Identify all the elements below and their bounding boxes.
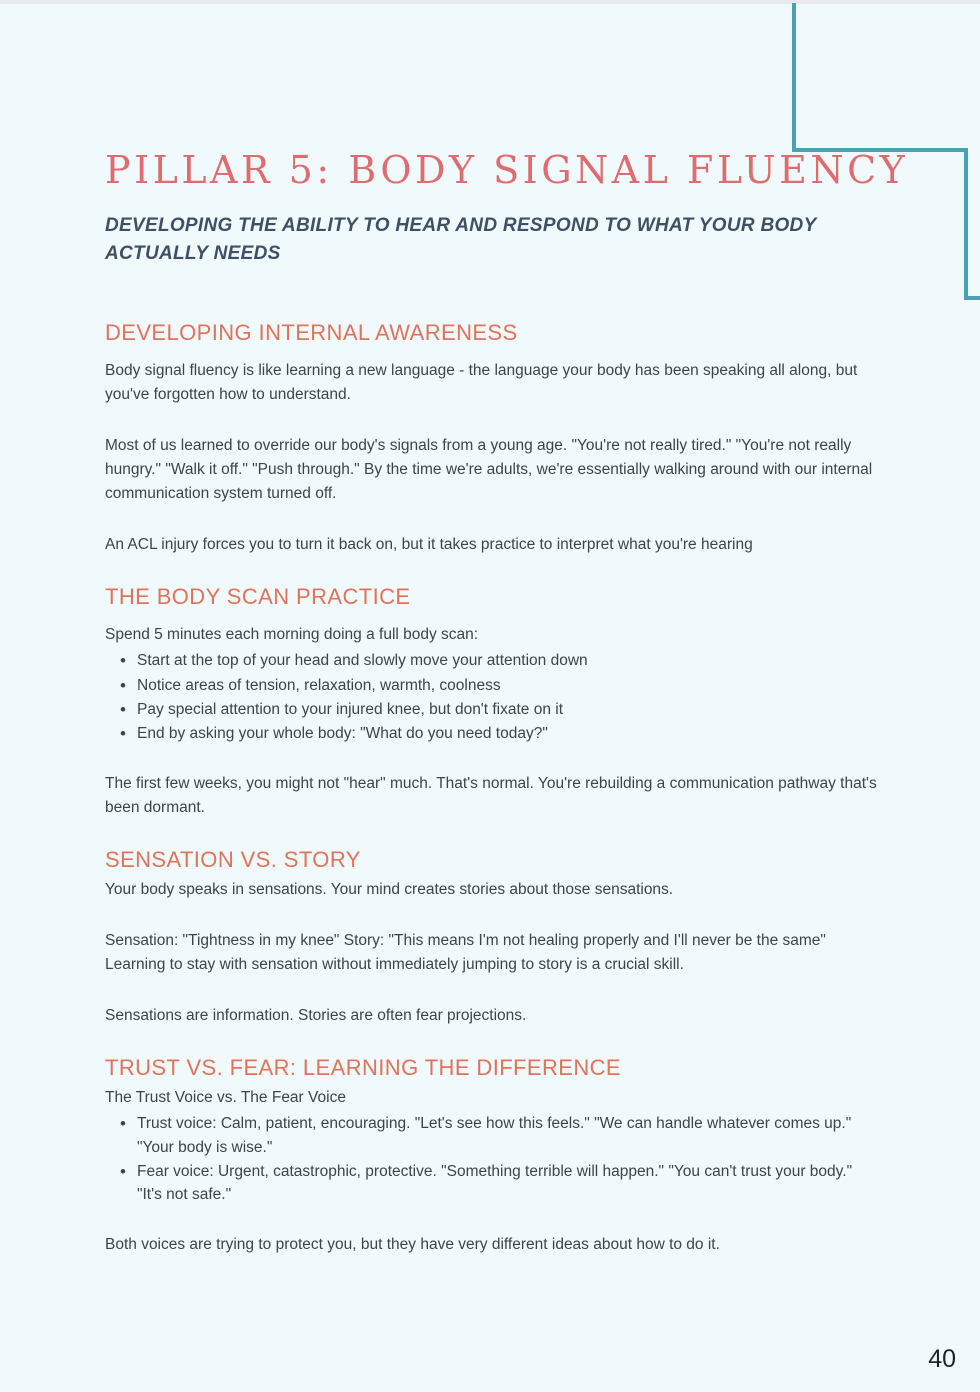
paragraph: Sensation: "Tightness in my knee" Story: "This means I'm not healing properly and I'll never be the same" Learning to stay with sensation without immediately jumping to story is a crucial skill. xyxy=(105,932,826,974)
page-subtitle: DEVELOPING THE ABILITY TO HEAR AND RESPOND TO WHAT YOUR BODY ACTUALLY NEEDS xyxy=(105,215,817,265)
paragraph: Body signal fluency is like learning a new language - the language your body has been speaking all along, but you've forgotten how to understand. xyxy=(105,362,858,404)
section-heading-sensation-vs-story: SENSATION VS. STORY xyxy=(105,847,361,873)
top-edge-strip xyxy=(0,0,980,4)
bullet-item: • End by asking your whole body: "What do you need today?" xyxy=(137,722,877,745)
paragraph: Sensations are information. Stories are often fear projections. xyxy=(105,1007,527,1025)
paragraph: The Trust Voice vs. The Fear Voice xyxy=(105,1089,346,1107)
section-heading-trust-vs-fear: TRUST VS. FEAR: LEARNING THE DIFFERENCE xyxy=(105,1055,621,1081)
accent-horizontal-segment-2 xyxy=(964,296,980,300)
bullet-item: • Trust voice: Calm, patient, encouraging. "Let's see how this feels." "We can handle whatever comes up." "Your body is wise." xyxy=(137,1112,877,1159)
bullet-item: • Fear voice: Urgent, catastrophic, protective. "Something terrible will happen." "You can't trust your body." "It's not safe." xyxy=(137,1160,877,1207)
section-developing-internal-awareness xyxy=(105,320,877,557)
accent-vertical-segment-2 xyxy=(964,148,968,300)
section-body-scan-practice xyxy=(105,584,877,820)
section-heading-body-scan-practice: THE BODY SCAN PRACTICE xyxy=(105,584,411,610)
page-content xyxy=(105,148,909,1284)
paragraph: Spend 5 minutes each morning doing a full body scan: xyxy=(105,626,479,644)
bullet-list-body-scan xyxy=(105,649,877,745)
page-number: 40 xyxy=(928,1345,956,1373)
paragraph: Most of us learned to override our body's signals from a young age. "You're not really tired." "You're not really hungry." "Walk it off." "Push through." By the time we're adults, we're essentially walking around with our internal communication system turned off. xyxy=(105,437,873,503)
section-trust-vs-fear xyxy=(105,1055,877,1257)
paragraph: Your body speaks in sensations. Your mind creates stories about those sensations. xyxy=(105,881,674,899)
paragraph: The first few weeks, you might not "hear" much. That's normal. You're rebuilding a communication pathway that's been dormant. xyxy=(105,775,877,817)
section-sensation-vs-story xyxy=(105,847,877,1028)
paragraph: An ACL injury forces you to turn it back on, but it takes practice to interpret what you're hearing xyxy=(105,536,753,554)
page-title: PILLAR 5: BODY SIGNAL FLUENCY xyxy=(105,148,909,192)
section-heading-developing-internal-awareness: DEVELOPING INTERNAL AWARENESS xyxy=(105,320,518,346)
bullet-item: • Start at the top of your head and slowly move your attention down xyxy=(137,649,877,672)
accent-vertical-segment-1 xyxy=(792,3,796,152)
bullet-item: • Pay special attention to your injured knee, but don't fixate on it xyxy=(137,698,877,721)
bullet-item: • Notice areas of tension, relaxation, warmth, coolness xyxy=(137,674,877,697)
bullet-list-trust-fear xyxy=(105,1112,877,1206)
paragraph: Both voices are trying to protect you, but they have very different ideas about how to do it. xyxy=(105,1236,720,1254)
